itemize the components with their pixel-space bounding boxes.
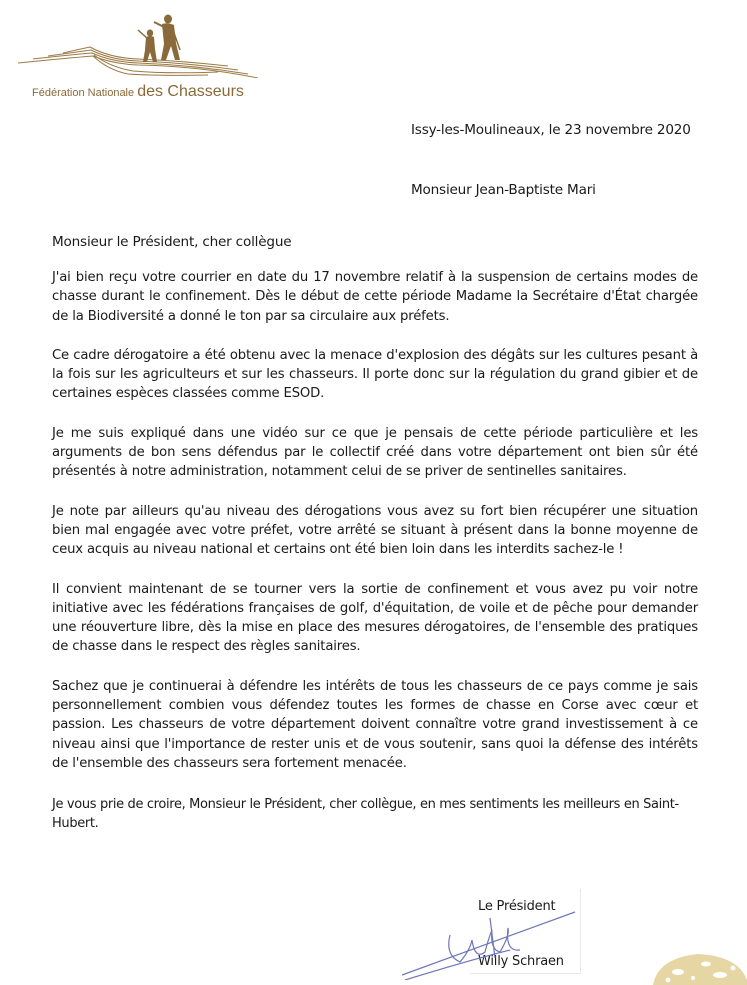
logo-text-small: Fédération Nationale — [32, 87, 138, 99]
federation-logo — [8, 8, 258, 103]
signatory-name: Willy Schraen — [478, 954, 564, 969]
salutation: Monsieur le Président, cher collègue — [52, 234, 292, 250]
letter-body — [52, 268, 698, 793]
paragraph: Sachez que je continuerai à défendre les intérêts de tous les chasseurs de ce pays comme je sais personnellement combien vous défendez toutes les formes de chasse en Corse avec cœur et passion. Les chasseurs de votre département doivent connaître votre grand investissement à ce niveau ainsi que l'importance de rester unis et de vous soutenir, sans quoi la défense des intérêts de l'ensemble des chasseurs sera fortement menacée. — [52, 678, 698, 771]
paragraph: Il convient maintenant de se tourner vers la sortie de confinement et vous avez pu voir notre initiative avec les fédérations françaises de golf, d'équitation, de voile et de pêche pour demander une réouverture libre, dès la mise en place des mesures dérogatoires, de l'ensemble des pratiques de chasse dans le respect des règles sanitaires. — [52, 581, 698, 655]
signatory-title: Le Président — [478, 899, 556, 914]
paragraph: Ce cadre dérogatoire a été obtenu avec la menace d'explosion des dégâts sur les cultures pesant à la fois sur les agriculteurs et sur les chasseurs. Il porte donc sur la régulation du grand gibier et de certaines espèces classées comme ESOD. — [52, 347, 698, 402]
paragraph: Je me suis expliqué dans une vidéo sur ce que je pensais de cette période particulière et les arguments de bon sens défendus par le collectif créé dans votre département ont bien sûr été présentés à notre administration, notamment celui de se priver de sentinelles sanitaires. — [52, 425, 698, 480]
logo-text-big: des Chasseurs — [137, 83, 244, 100]
handwritten-signature-icon — [400, 890, 580, 980]
logo-text — [32, 81, 244, 101]
date-line: Issy-les-Moulineaux, le 23 novembre 2020 — [411, 122, 691, 138]
recipient: Monsieur Jean-Baptiste Mari — [411, 182, 596, 198]
wildlife-seal-icon — [648, 950, 747, 985]
paragraph: Je note par ailleurs qu'au niveau des dérogations vous avez su fort bien récupérer une situation bien mal engagée avec votre préfet, votre arrêté se situant à présent dans la bonne moyenne de ceux acquis au niveau national et certains ont été bien loin dans les interdits sachez-le ! — [52, 503, 698, 558]
hunters-logo-icon — [8, 8, 258, 78]
closing-formula: Je vous prie de croire, Monsieur le Président, cher collègue, en mes sentiments les meilleurs en Saint-Hubert. — [52, 797, 679, 832]
paragraph: J'ai bien reçu votre courrier en date du 17 novembre relatif à la suspension de certains modes de chasse durant le confinement. Dès le début de cette période Madame la Secrétaire d'État chargée de la Biodiversité a donné le ton par sa circulaire aux préfets. — [52, 270, 698, 324]
